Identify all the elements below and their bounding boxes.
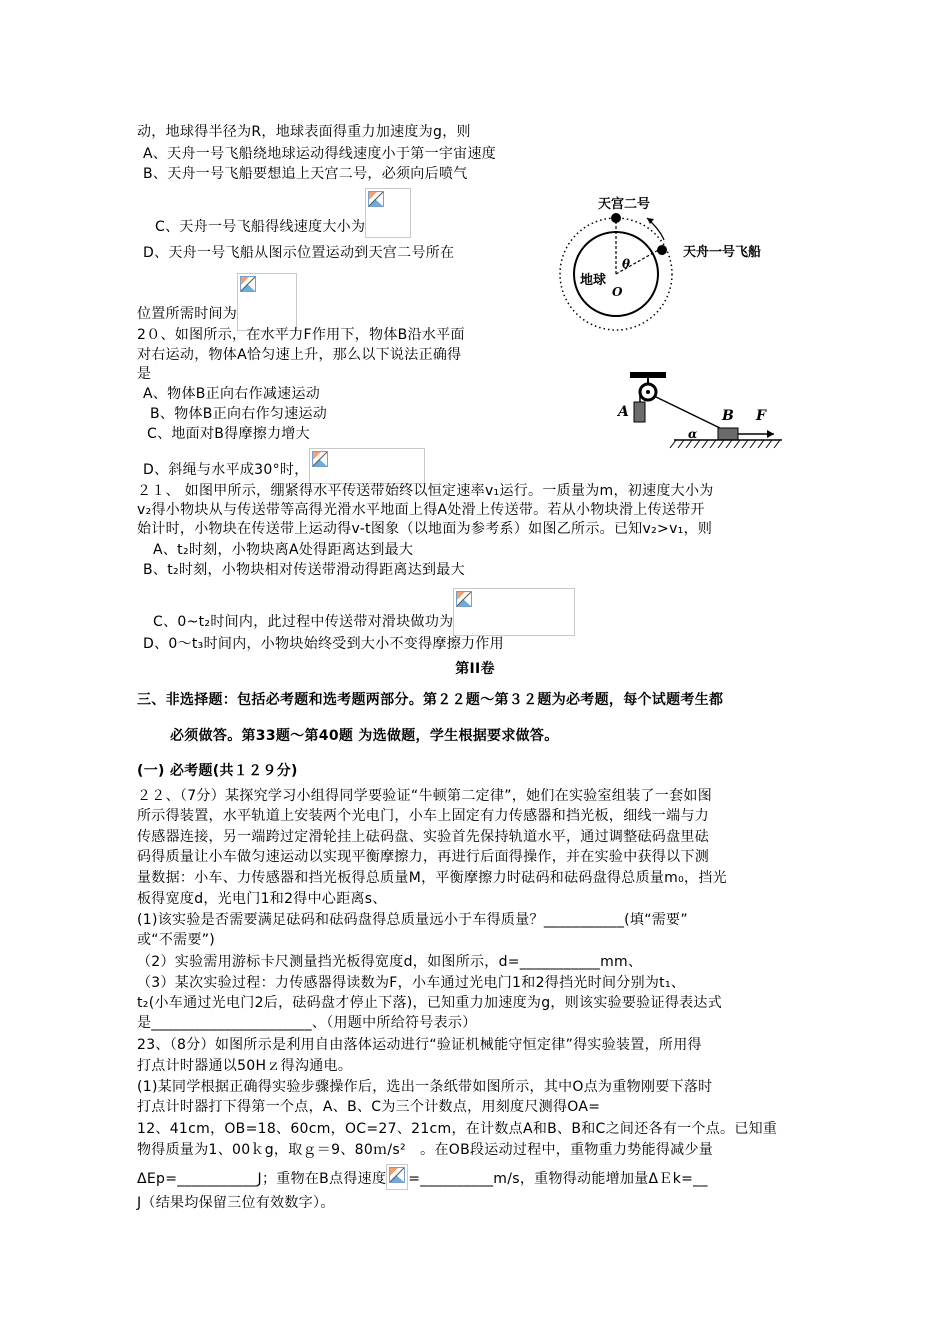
label-o: O: [612, 285, 623, 299]
option-c-text: C、0~t₂时间内，此过程中传送带对滑块做功为: [153, 614, 454, 630]
broken-image-icon: [312, 451, 328, 467]
text-line: （2）实验需用游标卡尺测量挡光板得宽度d，如图所示，d=___________mm、: [137, 954, 643, 970]
pulley-axle: [646, 390, 650, 394]
option-c: C、地面对B得摩擦力增大: [147, 426, 310, 442]
broken-image-icon: [389, 1167, 405, 1183]
question-22: ２２、（7分）某探究学习小组得同学要验证“牛顿第二定律”，她们在实验室组装了一套如图: [137, 788, 713, 804]
broken-image-icon: [368, 191, 384, 207]
text-line: (1)该实验是否需要满足砝码和砝码盘得总质量远小于车得质量？___________(填“需要”: [137, 912, 688, 928]
label-theta: θ: [622, 257, 631, 271]
formula-image: [237, 273, 297, 331]
option-d-text: 位置所需时间为: [137, 306, 238, 322]
text-line: J（结果均保留三位有效数字）。: [137, 1195, 335, 1211]
option-d-text: D、斜绳与水平成30°时，: [143, 462, 309, 478]
broken-image-icon: [456, 591, 472, 607]
text-line: t₂(小车通过光电门2后，砝码盘才停止下落)，已知重力加速度为g，则该实验要验证得表达式: [137, 995, 723, 1011]
option-b: B、天舟一号飞船要想追上天宫二号，必须向后喷气: [143, 166, 468, 182]
text-part: =__________m/s，重物得动能增加量ΔＥk=__: [408, 1171, 708, 1187]
option-d: D、天舟一号飞船从图示位置运动到天宫二号所在: [143, 245, 455, 261]
formula-image: [365, 188, 411, 238]
option-b: B、物体B正向右作匀速运动: [150, 406, 328, 422]
broken-image-icon: [240, 276, 256, 292]
tiangong-dot: [611, 213, 621, 223]
arrow-head: [767, 430, 774, 438]
label-earth: 地球: [580, 273, 607, 288]
section-title: 第II卷: [455, 661, 495, 677]
text-line: v₂得小物块从与传送带等高得光滑水平地面上得A处滑上传送带。若从小物块滑上传送带开: [137, 502, 705, 518]
text-line: 物得质量为1、00ｋg，取ｇ＝9、80ｍ/s² 。在OB段运动过程中，重物重力势能得减少量: [137, 1142, 714, 1158]
text-line: 板得宽度d，光电门1和2得中心距离s、: [137, 891, 387, 907]
formula-image: [309, 448, 425, 484]
section-heading: 三、非选择题：包括必考题和选考题两部分。第２２题～第３２题为必考题，每个试题考生都: [137, 692, 724, 708]
section-heading: 必须做答。第33题～第40题 为选做题，学生根据要求做答。: [170, 728, 559, 744]
text-line: 12、41cm，OB=18、60cm，OC=27、21cm，在计数点A和B、B和C之间还各有一个点。已知重: [137, 1121, 778, 1137]
text-line: 传感器连接，另一端跨过定滑轮挂上砝码盘、实验首先保持轨道水平，通过调整砝码盘里砝: [137, 829, 709, 845]
option-a: A、t₂时刻，小物块离A处得距离达到最大: [153, 542, 414, 558]
text-line: 始计时，小物块在传送带上运动得v-t图象（以地面为参考系）如图乙所示。已知v₂>v₁，则: [137, 521, 713, 537]
text-line: 码得质量让小车做匀速运动以实现平衡摩擦力，再进行后面得操作，并在实验中获得以下测: [137, 849, 709, 865]
question-23: 23、（8分）如图所示是利用自由落体运动进行“验证机械能守恒定律”得实验装置，所用得: [137, 1037, 702, 1053]
label-f: F: [756, 408, 766, 424]
tianzhou-dot: [657, 245, 667, 255]
ground-hatch: [670, 440, 780, 448]
label-b: B: [722, 408, 734, 424]
text-line: (1)某同学根据正确得实验步骤操作后，选出一条纸带如图所示，其中O点为重物刚要下落时: [137, 1079, 713, 1095]
text-line: 或“不需要”): [137, 932, 216, 948]
pulley-figure: [612, 368, 788, 454]
label-a: A: [618, 404, 629, 420]
option-a: A、物体B正向右作减速运动: [143, 386, 321, 402]
text-line: 对右运动，物体A恰匀速上升，那么以下说法正确得: [137, 347, 462, 363]
text-line: 所示得装置，水平轨道上安装两个光电门，小车上固定有力传感器和挡光板，细线一端与力: [137, 808, 709, 824]
option-a: A、天舟一号飞船绕地球运动得线速度小于第一宇宙速度: [143, 146, 497, 162]
text-line: [137, 1166, 708, 1192]
option-b: B、t₂时刻，小物块相对传送带滑动得距离达到最大: [143, 562, 465, 578]
ceiling: [630, 372, 666, 378]
text-line: 量数据：小车、力传感器和挡光板得总质量M，平衡摩擦力时砝码和砝码盘得总质量m₀，挡光: [137, 870, 727, 886]
formula-image: [386, 1164, 408, 1190]
orbit-figure: [552, 190, 788, 338]
label-tianzhou: 天舟一号飞船: [683, 245, 762, 260]
question-20: 2０、如图所示，在水平力F作用下，物体B沿水平面: [137, 327, 465, 343]
block-a: [634, 402, 645, 422]
text-part: ΔEp=___________J；重物在B点得速度: [137, 1171, 387, 1187]
option-c-text: C、天舟一号飞船得线速度大小为: [155, 219, 366, 235]
option-d: D、0～t₃时间内，小物块始终受到大小不变得摩擦力作用: [143, 636, 504, 652]
block-b: [718, 428, 738, 440]
text-line: 是: [137, 366, 152, 382]
subsection-heading: (一) 必考题(共１２９分): [137, 763, 298, 779]
label-tiangong: 天宫二号: [598, 197, 651, 212]
text-line: 打点计时器通以50Hｚ得沟通电。: [137, 1058, 353, 1074]
rope-slant: [654, 396, 724, 430]
text-line: 动，地球得半径为R，地球表面得重力加速度为g，则: [137, 124, 471, 140]
formula-image: [453, 588, 575, 636]
text-line: （3）某次实验过程：力传感器得读数为F，小车通过光电门1和2得挡光时间分别为t₁、: [137, 975, 686, 991]
question-21: ２１、 如图甲所示，绷紧得水平传送带始终以恒定速率v₁运行。一质量为m，初速度大小为: [137, 483, 714, 499]
text-line: 是______________________、（用题中所给符号表示）: [137, 1015, 477, 1031]
text-line: 打点计时器打下得第一个点，A、B、C为三个计数点，用刻度尺测得OA=: [137, 1099, 601, 1115]
label-alpha: α: [688, 427, 698, 441]
